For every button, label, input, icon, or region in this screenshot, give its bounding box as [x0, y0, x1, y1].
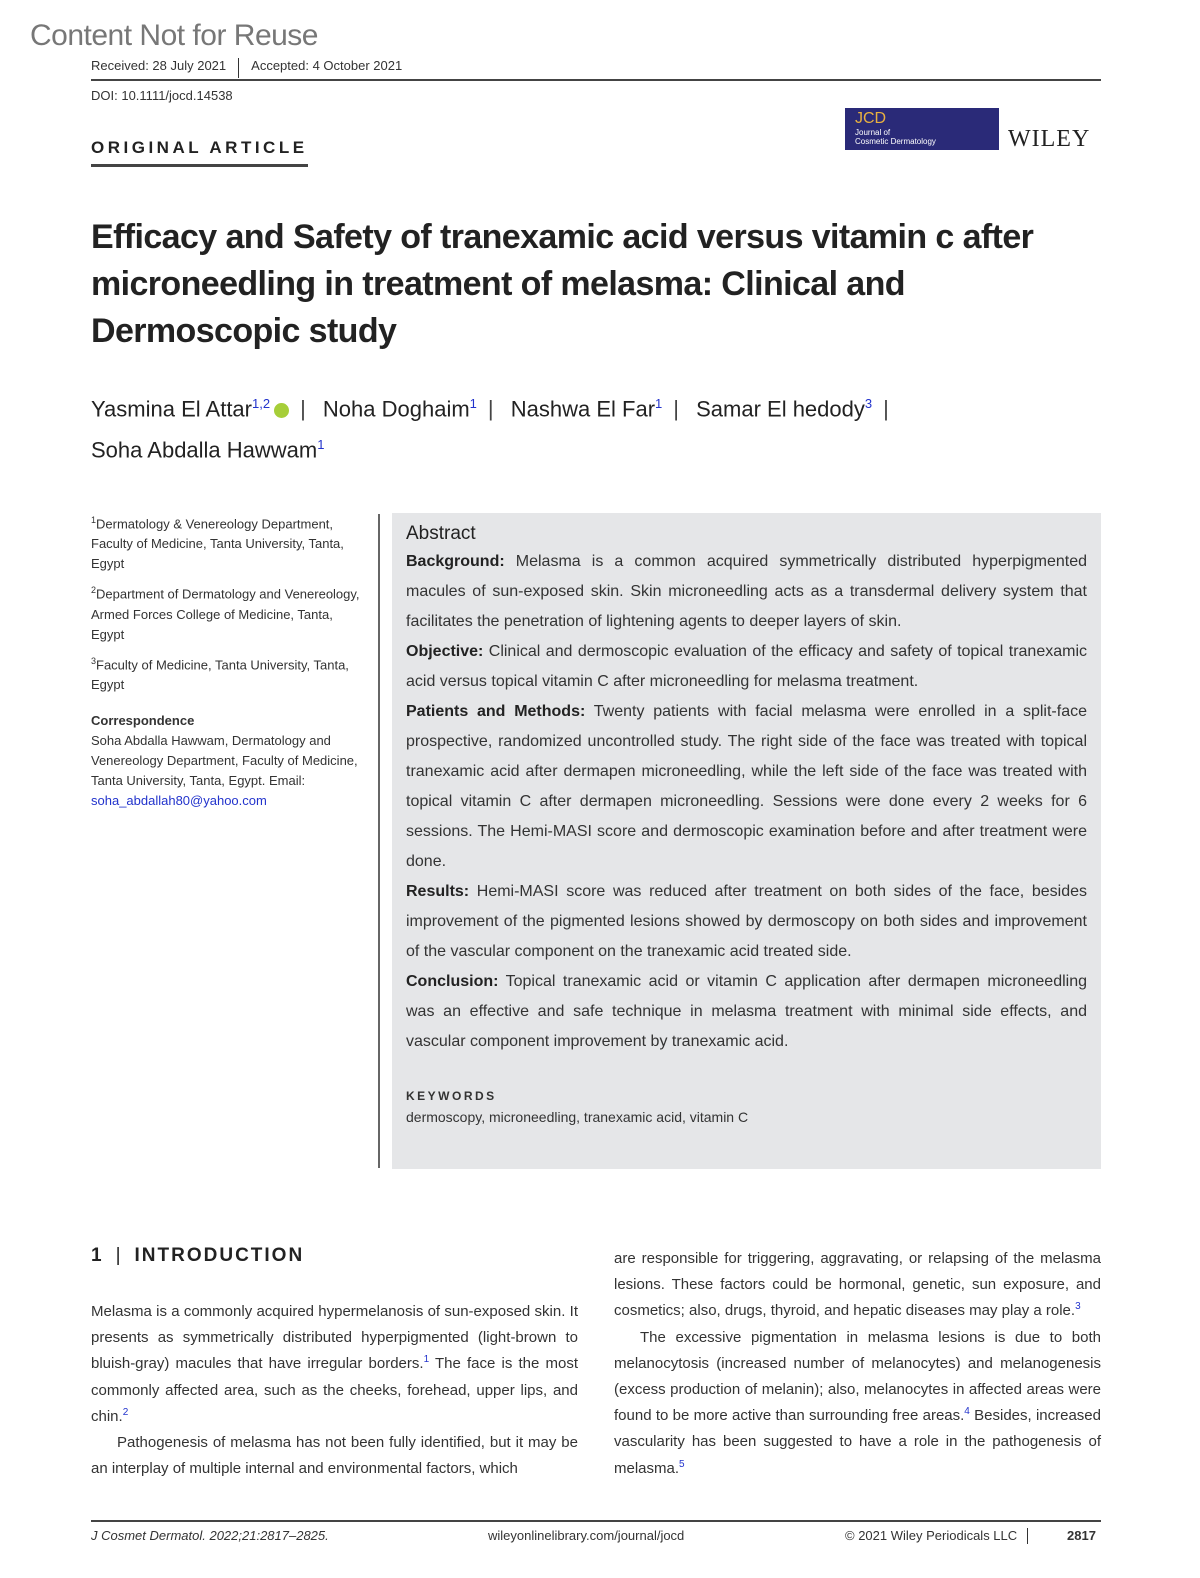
author-sup[interactable]: 1	[655, 396, 663, 411]
author-list: Yasmina El Attar$^{1,2}$ | Noha Doghaim$^1$ | Nashwa El Far$^1$ | Samar El hedody$^3$ | Soha Abdalla Hawwam$^1$	[91, 396, 889, 463]
email-link[interactable]: soha_abdallah80@yahoo.com	[91, 792, 267, 808]
abstract-background: Background: Melasma is a common acquired symmetrically distributed hyperpigmented macules of sun-exposed skin. Skin microneedling acts as a transdermal delivery system that facilitates the penetration of lightening agents to deeper layers of skin.	[406, 553, 1087, 630]
section-heading: 1 | INTRODUCTION	[91, 1245, 305, 1266]
citation-link[interactable]: 1	[423, 1354, 430, 1366]
article-title: Efficacy and Safety of tranexamic acid versus vitamin c after microneedling in treatment of melasma: Clinical and Dermoscopic study	[91, 218, 1034, 350]
author[interactable]: Soha Abdalla Hawwam	[91, 437, 318, 463]
author-sup[interactable]: 1,2	[252, 396, 271, 411]
footer-citation: J Cosmet Dermatol. 2022;21:2817–2825.	[91, 1528, 329, 1543]
orcid-icon[interactable]	[274, 403, 289, 418]
abstract-box	[392, 513, 1101, 1169]
received-date: Received: 28 July 2021	[91, 58, 227, 73]
author-sup[interactable]: 3	[864, 396, 873, 411]
article-type: ORIGINAL ARTICLE	[91, 138, 308, 167]
footer-rule	[91, 1520, 1101, 1522]
affiliation: $^3$Faculty of Medicine, Tanta University, Tanta, Egypt	[91, 655, 349, 692]
affiliation: $^1$Dermatology & Venereology Department, Faculty of Medicine, Tanta University, Tanta, Egypt	[91, 515, 344, 572]
citation-link[interactable]: 5	[679, 1458, 685, 1470]
doi[interactable]: DOI: 10.1111/jocd.14538	[91, 88, 233, 103]
author[interactable]: Noha Doghaim	[322, 396, 470, 422]
journal-line2: Cosmetic Dermatology	[855, 137, 936, 146]
paragraph: Melasma is a commonly acquired hypermelanosis of sun-exposed skin. It presents as symmetrically distributed hyperpigmented (light-brown to bluish-gray) macules that have irregular borders.$^1$ The face is the most commonly affected area, such as the cheeks, forehead, upper lips, and chin.$^2$	[91, 1303, 578, 1425]
watermark: Content Not for Reuse	[30, 19, 318, 52]
author[interactable]: Yasmina El Attar	[91, 396, 252, 422]
author[interactable]: Samar El hedody	[696, 396, 865, 422]
footer-copyright: © 2021 Wiley Periodicals LLC	[845, 1528, 1028, 1544]
author-sup[interactable]: 1	[469, 396, 477, 411]
affiliation: $^2$Department of Dermatology and Venereology, Armed Forces College of Medicine, Tanta, Egypt	[91, 585, 360, 642]
accepted-date: Accepted: 4 October 2021	[251, 58, 403, 73]
author-sup[interactable]: 1	[317, 437, 325, 453]
author[interactable]: Nashwa El Far	[510, 396, 656, 422]
publisher-logo: WILEY	[1008, 126, 1091, 152]
abstract-methods: Patients and Methods: Twenty patients with facial melasma were enrolled in a split-face prospective, randomized uncontrolled study. The right side of the face was treated with topical tranexamic acid after dermapen microneedling, while the left side of the face was treated with topical vitamin C after dermapen microneedling. Sessions were done every 2 weeks for 6 sessions. The Hemi-MASI score and dermoscopic examination before and after treatment were done.	[406, 703, 1087, 870]
journal-abbr: JCD	[855, 110, 887, 127]
dates	[91, 58, 402, 78]
header-rule	[91, 79, 1101, 81]
abstract-conclusion: Conclusion: Topical tranexamic acid or vitamin C application after dermapen microneedling was an effective and safe technique in melasma treatment with minimal side effects, and vascular component improvement by tranexamic acid.	[406, 973, 1087, 1050]
keywords-heading: KEYWORDS	[406, 1089, 497, 1103]
journal-line1: Journal of	[855, 128, 891, 137]
body-column-right	[614, 1246, 1101, 1482]
body-column-left	[91, 1299, 578, 1482]
journal-logo	[845, 108, 999, 150]
correspondence-text: Soha Abdalla Hawwam, Dermatology and Venereology Department, Faculty of Medicine, Tanta University, Tanta, Egypt. Email: soha_abdallah80@yahoo.com	[91, 732, 358, 808]
paragraph: are responsible for triggering, aggravating, or relapsing of the melasma lesions. These factors could be hormonal, genetic, sun exposure, and cosmetics; also, drugs, thyroid, and hepatic diseases may play a role.$^3$	[614, 1250, 1101, 1320]
divider	[378, 514, 380, 1168]
keywords: dermoscopy, microneedling, tranexamic acid, vitamin C	[406, 1109, 749, 1125]
title-block	[91, 214, 1101, 469]
affiliations	[91, 510, 361, 817]
paragraph: The excessive pigmentation in melasma lesions is due to both melanocytosis (increased number of melanocytes) and melanogenesis (excess production of melanin); also, melanocytes in affected areas were found to be more active than surrounding free areas.$^4$ Besides, increased vascularity has been suggested to have a role in the pathogenesis of melasma.$^5$	[614, 1328, 1101, 1477]
citation-link[interactable]: 3	[1075, 1301, 1081, 1313]
abstract-heading: Abstract	[406, 523, 476, 544]
citation-link[interactable]: 4	[964, 1406, 970, 1418]
paragraph: Pathogenesis of melasma has not been fully identified, but it may be an interplay of multiple internal and environmental factors, which	[91, 1434, 578, 1478]
abstract-results: Results: Hemi-MASI score was reduced after treatment on both sides of the face, besides improvement of the pigmented lesions showed by dermoscopy on both sides and improvement of the vascular component on the tranexamic acid treated side.	[406, 883, 1087, 960]
abstract-objective: Objective: Clinical and dermoscopic evaluation of the efficacy and safety of topical tranexamic acid versus topical vitamin C after microneedling for melasma treatment.	[406, 643, 1087, 690]
page-number: 2817	[1067, 1528, 1096, 1543]
citation-link[interactable]: 2	[122, 1406, 129, 1418]
correspondence-heading: Correspondence	[91, 712, 195, 728]
footer-url[interactable]: wileyonlinelibrary.com/journal/jocd	[488, 1528, 685, 1543]
